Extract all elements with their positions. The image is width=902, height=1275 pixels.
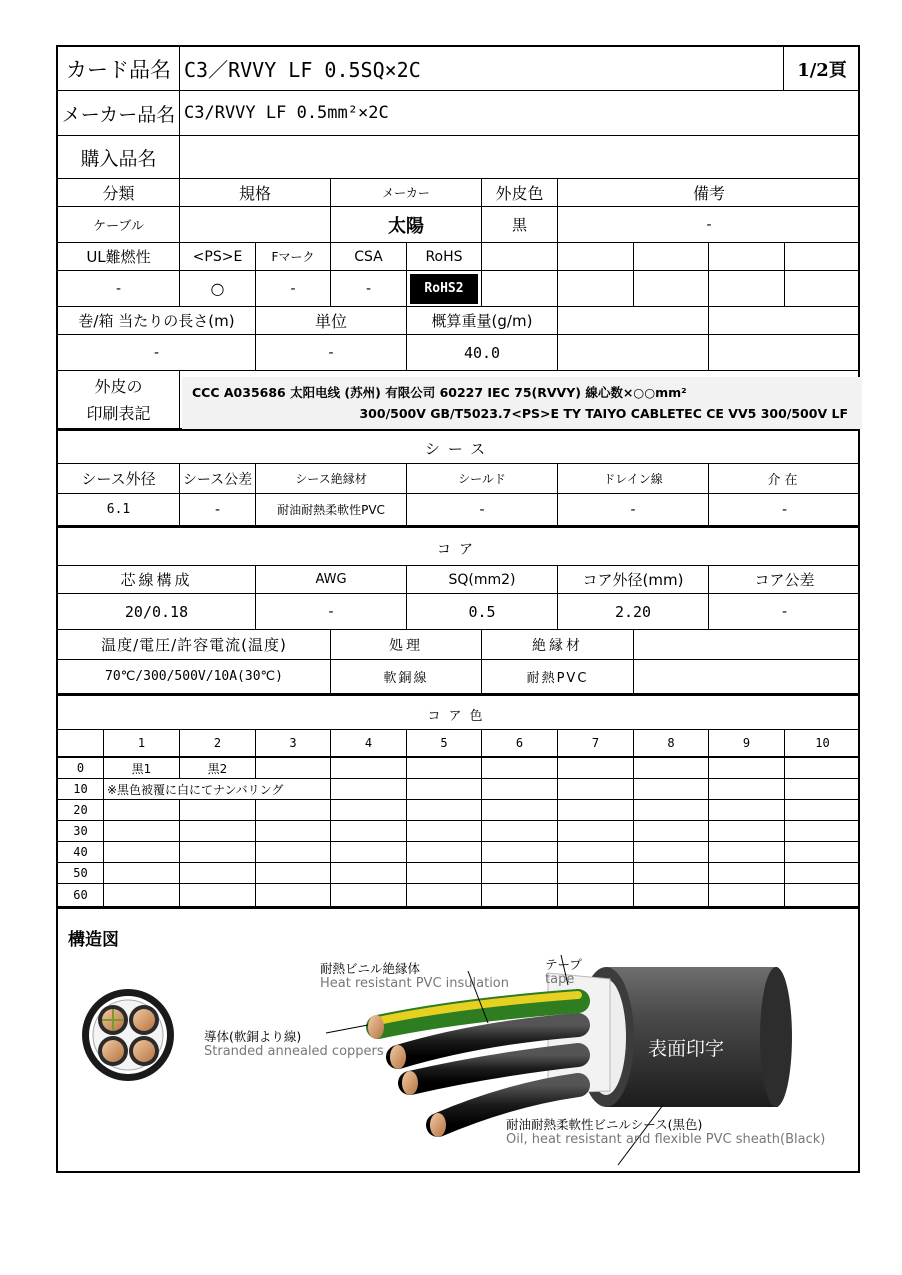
length-header: 巻/箱 当たりの長さ(m) xyxy=(58,307,256,335)
color-cell xyxy=(482,800,558,821)
color-col-2: 2 xyxy=(180,730,256,758)
maker-header: メーカー xyxy=(331,179,482,207)
color-col-10: 10 xyxy=(785,730,860,758)
shield-value: - xyxy=(407,494,558,526)
treatment-value: 軟銅線 xyxy=(331,660,482,694)
weight-header: 概算重量(g/m) xyxy=(407,307,558,335)
color-cell xyxy=(180,863,256,884)
sheath-tol-header: シース公差 xyxy=(180,464,256,494)
print-label xyxy=(58,371,180,429)
print-label-line2: 印刷表記 xyxy=(86,403,151,423)
blank-header-1 xyxy=(482,243,558,271)
color-row-label: 50 xyxy=(58,863,104,884)
color-cell: 黒2 xyxy=(180,758,256,779)
color-cell xyxy=(407,800,482,821)
color-row-label: 30 xyxy=(58,821,104,842)
color-cell xyxy=(709,821,785,842)
insulation-label-jp: 耐熱ビニル絶縁体 xyxy=(320,961,421,976)
insulation-label-en: Heat resistant PVC insulation xyxy=(320,976,510,991)
color-cell xyxy=(558,800,634,821)
sheath-insulation-value: 耐油耐熱柔軟性PVC xyxy=(256,494,407,526)
remarks-value: - xyxy=(558,207,860,243)
sq-header: SQ(mm2) xyxy=(407,566,558,594)
blank-header-4 xyxy=(709,243,785,271)
color-cell xyxy=(634,884,709,907)
color-cell xyxy=(482,821,558,842)
drain-header: ドレイン線 xyxy=(558,464,709,494)
strand-header: 芯線構成 xyxy=(58,566,256,594)
unit-header: 単位 xyxy=(256,307,407,335)
color-col-5: 5 xyxy=(407,730,482,758)
insulation-header: 絶縁材 xyxy=(482,630,634,660)
color-cell xyxy=(709,758,785,779)
awg-header: AWG xyxy=(256,566,407,594)
color-col-1: 1 xyxy=(104,730,180,758)
divider-before-sheath xyxy=(58,429,858,431)
sheath-insulation-header: シース絶縁材 xyxy=(256,464,407,494)
blank-header-2 xyxy=(558,243,634,271)
color-row-label: 0 xyxy=(58,758,104,779)
fmark-header: Fマーク xyxy=(256,243,331,271)
print-line-1: CCC A035686 太阳电线 (苏州) 有限公司 60227 IEC 75(RVVY) 線心数×○○mm² xyxy=(192,385,687,400)
color-cell xyxy=(407,842,482,863)
spec-sheet xyxy=(56,45,860,1173)
blank-len-h1 xyxy=(558,307,709,335)
color-cell xyxy=(785,884,860,907)
print-line-2: 300/500V GB/T5023.7<PS>E TY TAIYO CABLETEC CE VV5 300/500V LF xyxy=(359,406,848,421)
color-cell xyxy=(709,863,785,884)
blank-header-3 xyxy=(634,243,709,271)
length-value: - xyxy=(58,335,256,371)
rohs2-badge: RoHS2 xyxy=(410,274,478,304)
color-cell xyxy=(482,758,558,779)
color-cell xyxy=(407,779,482,800)
ul-value: - xyxy=(58,271,180,307)
core-od-header: コア外径(mm) xyxy=(558,566,709,594)
color-cell xyxy=(256,821,331,842)
divider-before-structure xyxy=(58,907,858,909)
print-text-box xyxy=(182,377,862,429)
color-cell xyxy=(180,800,256,821)
card-name-value: C3／RVVY LF 0.5SQ×2C xyxy=(180,47,784,91)
pse-header: <PS>E xyxy=(180,243,256,271)
unit-value: - xyxy=(256,335,407,371)
core-tol-value: - xyxy=(709,594,860,630)
structure-title: 構造図 xyxy=(68,930,119,950)
category-value: ケーブル xyxy=(58,207,180,243)
pse-value: ○ xyxy=(180,271,256,307)
color-col-8: 8 xyxy=(634,730,709,758)
standard-header: 規格 xyxy=(180,179,331,207)
filler-header: 介在 xyxy=(709,464,860,494)
conductor-label-en: Stranded annealed coppers xyxy=(204,1044,384,1059)
blank-value-5 xyxy=(785,271,860,307)
color-cell xyxy=(558,821,634,842)
blank-len-h2 xyxy=(709,307,860,335)
sheath-color-value: 黒 xyxy=(482,207,558,243)
color-cell xyxy=(256,800,331,821)
color-cell xyxy=(331,842,407,863)
surface-print-label: 表面印字 xyxy=(648,1038,725,1060)
color-cell xyxy=(331,800,407,821)
conductor-label-jp: 導体(軟銅より線) xyxy=(204,1029,302,1044)
blank-value-3 xyxy=(634,271,709,307)
ul-header: UL難燃性 xyxy=(58,243,180,271)
blank-core-h xyxy=(634,630,860,660)
temp-voltage-value: 70℃/300/500V/10A(30℃) xyxy=(58,660,331,694)
color-cell xyxy=(407,863,482,884)
color-cell xyxy=(331,884,407,907)
card-name-label: カード品名 xyxy=(58,47,180,91)
sheath-color-header: 外皮色 xyxy=(482,179,558,207)
treatment-header: 処理 xyxy=(331,630,482,660)
color-cell xyxy=(482,863,558,884)
rohs-cell xyxy=(407,271,482,307)
shield-header: シールド xyxy=(407,464,558,494)
color-cell xyxy=(104,884,180,907)
sheath-tol-value: - xyxy=(180,494,256,526)
color-cell xyxy=(709,842,785,863)
color-cell xyxy=(256,758,331,779)
maker-name-label: メーカー品名 xyxy=(58,91,180,136)
drain-value: - xyxy=(558,494,709,526)
cross-section-icon xyxy=(82,989,174,1081)
color-cell: 黒1 xyxy=(104,758,180,779)
temp-voltage-header: 温度/電圧/許容電流(温度) xyxy=(58,630,331,660)
color-note: ※黒色被覆に白にてナンバリング xyxy=(104,779,331,800)
sheath-label-jp: 耐油耐熱柔軟性ビニルシース(黒色) xyxy=(506,1117,703,1132)
color-cell xyxy=(482,779,558,800)
color-row-label: 20 xyxy=(58,800,104,821)
color-row-label: 60 xyxy=(58,884,104,907)
color-cell xyxy=(256,863,331,884)
core-tol-header: コア公差 xyxy=(709,566,860,594)
color-col-3: 3 xyxy=(256,730,331,758)
color-cell xyxy=(558,884,634,907)
blank-value-4 xyxy=(709,271,785,307)
color-cell xyxy=(709,884,785,907)
color-col-4: 4 xyxy=(331,730,407,758)
color-row-label: 40 xyxy=(58,842,104,863)
blank-core-v xyxy=(634,660,860,694)
core-title: コア xyxy=(58,532,860,566)
blank-len-v2 xyxy=(709,335,860,371)
color-cell xyxy=(331,779,407,800)
color-cell xyxy=(104,863,180,884)
color-cell xyxy=(558,863,634,884)
filler-value: - xyxy=(709,494,860,526)
remarks-header: 備考 xyxy=(558,179,860,207)
awg-value: - xyxy=(256,594,407,630)
color-col-9: 9 xyxy=(709,730,785,758)
color-cell xyxy=(331,821,407,842)
tape-label-jp: テープ xyxy=(545,957,582,972)
color-cell xyxy=(785,863,860,884)
print-label-line1: 外皮の xyxy=(94,376,143,396)
color-cell xyxy=(634,863,709,884)
sheath-od-header: シース外径 xyxy=(58,464,180,494)
color-cell xyxy=(482,842,558,863)
color-row-label: 10 xyxy=(58,779,104,800)
blank-header-5 xyxy=(785,243,860,271)
color-cell xyxy=(331,863,407,884)
blank-len-v1 xyxy=(558,335,709,371)
color-cell xyxy=(558,779,634,800)
rohs-header: RoHS xyxy=(407,243,482,271)
sheath-od-value: 6.1 xyxy=(58,494,180,526)
strand-value: 20/0.18 xyxy=(58,594,256,630)
color-cell xyxy=(256,884,331,907)
blank-value-2 xyxy=(558,271,634,307)
color-cell xyxy=(104,842,180,863)
color-cell xyxy=(785,800,860,821)
csa-header: CSA xyxy=(331,243,407,271)
purchase-name-value xyxy=(180,136,860,179)
color-cell xyxy=(709,800,785,821)
color-cell xyxy=(180,842,256,863)
color-col-7: 7 xyxy=(558,730,634,758)
color-cell xyxy=(407,884,482,907)
color-cell xyxy=(558,758,634,779)
color-cell xyxy=(634,779,709,800)
weight-value: 40.0 xyxy=(407,335,558,371)
sheath-label-en: Oil, heat resistant and flexible PVC sheath(Black) xyxy=(506,1132,826,1147)
standard-value xyxy=(180,207,331,243)
color-col-6: 6 xyxy=(482,730,558,758)
cable-structure-diagram xyxy=(58,915,858,1165)
maker-value: 太陽 xyxy=(331,207,482,243)
divider-before-core xyxy=(58,526,858,528)
core-od-value: 2.20 xyxy=(558,594,709,630)
color-cell xyxy=(634,842,709,863)
color-cell xyxy=(558,842,634,863)
core-color-title: コア色 xyxy=(58,700,860,730)
color-cell xyxy=(634,758,709,779)
color-cell xyxy=(634,821,709,842)
divider-before-core-color xyxy=(58,694,858,696)
insulation-value: 耐熱PVC xyxy=(482,660,634,694)
color-cell xyxy=(785,842,860,863)
color-cell xyxy=(104,821,180,842)
color-cell xyxy=(180,821,256,842)
color-corner xyxy=(58,730,104,758)
page-number: 1/2頁 xyxy=(784,47,860,91)
color-cell xyxy=(634,800,709,821)
color-cell xyxy=(104,800,180,821)
color-cell xyxy=(331,758,407,779)
sheath-title: シース xyxy=(58,434,860,464)
maker-name-value: C3/RVVY LF 0.5mm²×2C xyxy=(180,91,860,136)
color-cell xyxy=(180,884,256,907)
color-cell xyxy=(407,758,482,779)
color-cell xyxy=(407,821,482,842)
color-cell xyxy=(482,884,558,907)
color-cell xyxy=(256,842,331,863)
fmark-value: - xyxy=(256,271,331,307)
sq-value: 0.5 xyxy=(407,594,558,630)
color-cell xyxy=(709,779,785,800)
tape-label-en: tape xyxy=(545,972,575,987)
color-cell xyxy=(785,779,860,800)
color-cell xyxy=(785,758,860,779)
blank-value-1 xyxy=(482,271,558,307)
category-header: 分類 xyxy=(58,179,180,207)
purchase-name-label: 購入品名 xyxy=(58,136,180,179)
csa-value: - xyxy=(331,271,407,307)
color-cell xyxy=(785,821,860,842)
